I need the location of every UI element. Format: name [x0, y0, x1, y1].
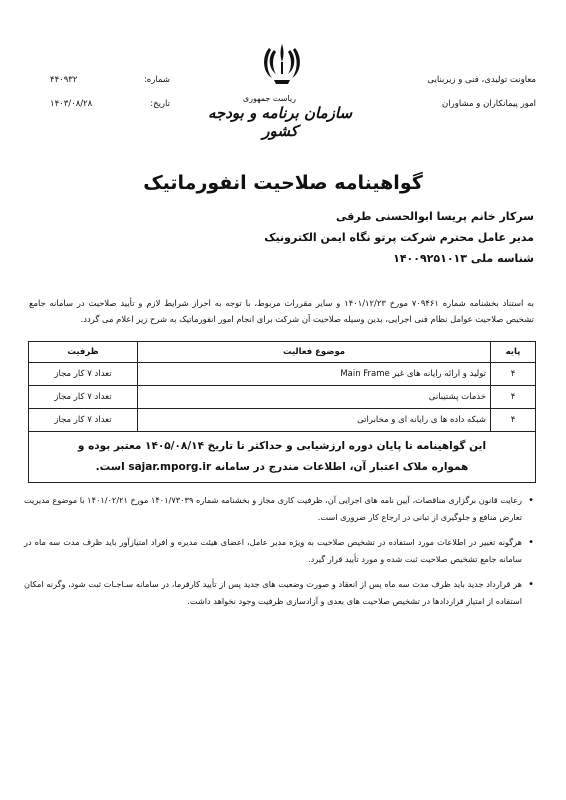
validity-note-line-1: این گواهینامه تا پایان دوره ارزشیابی و حداکثر تا تاریخ ۱۴۰۵/۰۸/۱۴ معتبر بوده و [77, 440, 487, 452]
conditions-list [24, 492, 534, 618]
row-capacity: تعداد ۷ کار مجاز [29, 363, 138, 386]
org-name: سازمان برنامه و بودجه کشور [207, 104, 353, 140]
header-row-grade: پایه [491, 342, 536, 363]
header-activity: موضوع فعالیت [138, 342, 491, 363]
list-item: • رعایت قانون برگزاری مناقصات، آیین نامه های اجرایی آن، ظرفیت کاری مجاز و بخشنامه شماره ۱۴۰۱/۷۳۰۳۹ مورخ ۱۴۰۱/۰۲/۲۱ با موضوع مدیریت تعارض منافع و جلوگیری از تبانی در ارجاع کار ضروری است. [24, 492, 534, 526]
header-meta [50, 68, 170, 116]
date-value: ۱۴۰۳/۰۸/۲۸ [50, 99, 93, 109]
row-capacity: تعداد ۷ کار مجاز [29, 409, 138, 432]
number-value: ۴۴۰۹۳۲ [50, 75, 78, 85]
header-capacity: ظرفیت [29, 342, 138, 363]
addressee-position: مدیر عامل محترم شرکت پرتو نگاه ایمن الکترونیک [264, 231, 534, 244]
org-subtitle: ریاست جمهوری [242, 94, 296, 103]
row-activity: شبکه داده ها ی رایانه ای و مخابراتی [138, 409, 491, 432]
addressee [34, 206, 534, 269]
iran-emblem-icon [260, 40, 304, 92]
emblem [232, 40, 332, 92]
table-row [29, 409, 536, 432]
header-department [376, 68, 536, 116]
activity-table [28, 341, 536, 483]
row-activity: تولید و ارائه رایانه های غیر Main Frame [138, 363, 491, 386]
row-grade: ۴ [491, 363, 536, 386]
addressee-national-id: شناسه ملی ۱۴۰۰۹۲۵۱۰۱۳ [393, 252, 534, 265]
row-capacity: تعداد ۷ کار مجاز [29, 386, 138, 409]
department-line-2: امور پیمانکاران و مشاوران [442, 99, 536, 109]
validity-note-line-2: همواره ملاک اعتبار آن، اطلاعات مندرج در سامانه sajar.mporg.ir است. [95, 461, 469, 473]
row-grade: ۴ [491, 386, 536, 409]
intro-paragraph: به استناد بخشنامه شماره ۷۰۹۴۶۱ مورخ ۱۴۰۱/۱۲/۲۳ و سایر مقررات مربوط، با توجه به احراز شرایط لازم و تأیید صلاحیت در سامانه جامع تشخیص صلاحیت عوامل نظام فنی اجرایی، بدین وسیله صلاحیت آن شرکت برای انجام امور انفورماتیک به شرح زیر اعلام می گردد. [29, 298, 534, 324]
date-label: تاریخ: [150, 99, 170, 109]
page-title: گواهینامه صلاحیت انفورماتیک [143, 172, 423, 194]
row-grade: ۴ [491, 409, 536, 432]
validity-note [29, 432, 536, 483]
number-label: شماره: [143, 75, 170, 85]
table-row [29, 363, 536, 386]
addressee-name: سرکار خانم پریسا ابوالحسنی طرقی [335, 210, 534, 223]
table-header-row [29, 342, 536, 363]
list-item: • هرگونه تغییر در اطلاعات مورد استفاده در تشخیص صلاحیت به ویژه مدیر عامل، اعضای هیئت مدیره و افراد امتیازآور باید ظرف مدت سه ماه در سامانه جامع تشخیص صلاحیت ثبت شده و مورد تأیید قرار گیرد. [24, 534, 534, 568]
department-line-1: معاونت تولیدی، فنی و زیربنایی [427, 75, 536, 85]
list-item: • هر قرارداد جدید باید ظرف مدت سه ماه پس از انعقاد و صورت وضعیت های جدید پس از تأیید کارفرما، در سامانه سـاجـات ثبت شود، وگرنه امکان استفاده از امتیاز قراردادها در تشخیص صلاحیت های بعدی و آزادسازی ظرفیت وجود نخواهد داشت. [24, 576, 534, 610]
table-row [29, 386, 536, 409]
row-activity: خدمات پشتیبانی [138, 386, 491, 409]
validity-note-row [29, 432, 536, 483]
